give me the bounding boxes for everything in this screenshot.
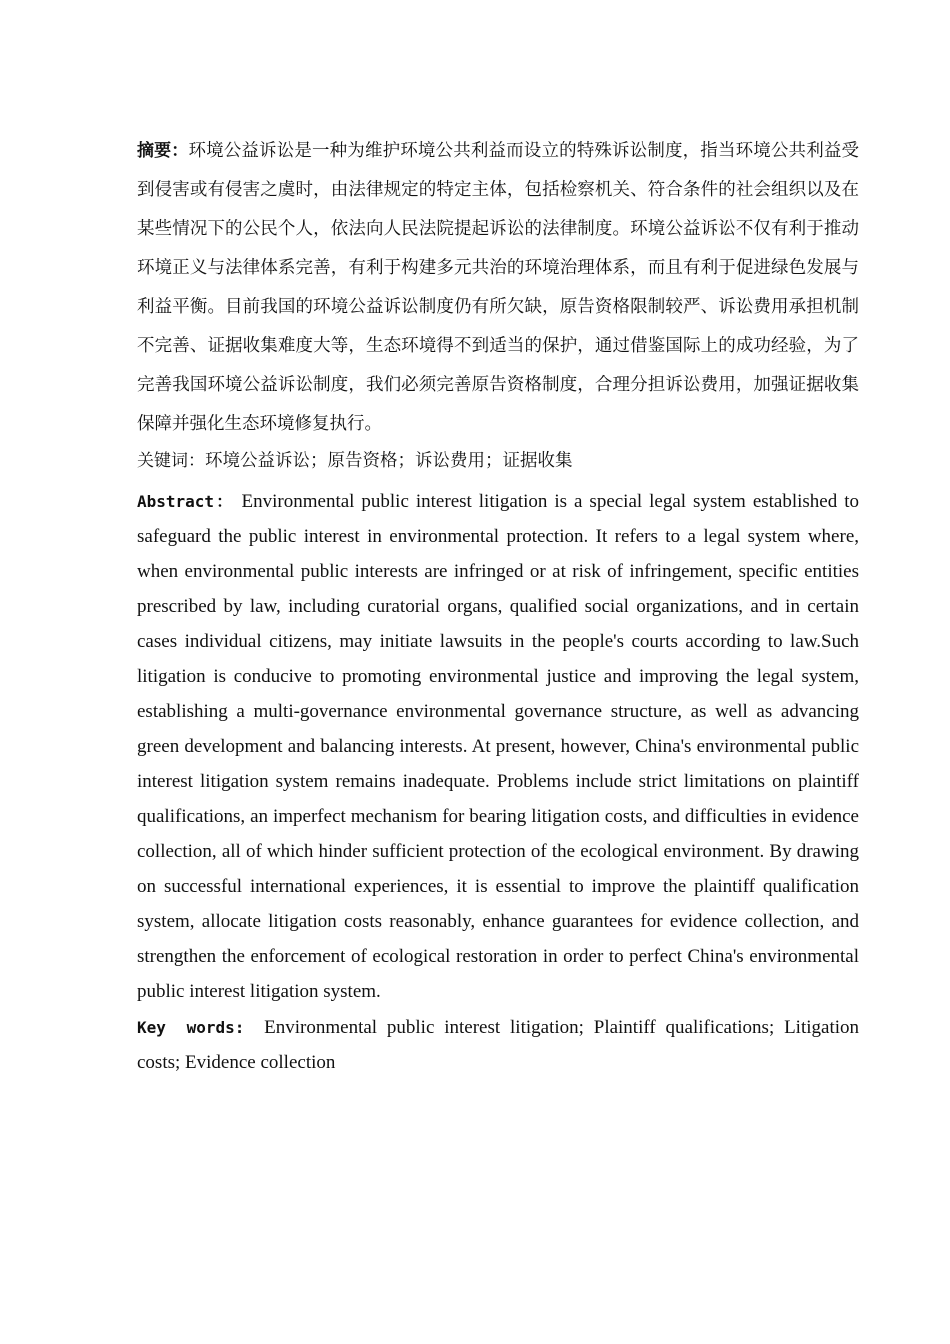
chinese-keywords-label: 关键词： [137, 451, 205, 471]
chinese-abstract-label: 摘要： [137, 141, 189, 161]
chinese-abstract-text: 环境公益诉讼是一种为维护环境公共利益而设立的特殊诉讼制度，指当环境公共利益受到侵害或有侵害之虞时，由法律规定的特定主体，包括检察机关、符合条件的社会组织以及在某些情况下的公民个人，依法向人民法院提起诉讼的法律制度。环境公益诉讼不仅有利于推动环境正义与法律体系完善，有利于构建多元共治的环境治理体系，而且有利于促进绿色发展与利益平衡。目前我国的环境公益诉讼制度仍有所欠缺，原告资格限制较严、诉讼费用承担机制不完善、证据收集难度大等，生态环境得不到适当的保护，通过借鉴国际上的成功经验，为了完善我国环境公益诉讼制度，我们必须完善原告资格制度，合理分担诉讼费用，加强证据收集保障并强化生态环境修复执行。 [137, 141, 860, 434]
chinese-keywords-text: 环境公益诉讼；原告资格；诉讼费用；证据收集 [205, 451, 573, 471]
english-keywords-label: Key words: [137, 1018, 245, 1037]
english-abstract-text: Environmental public interest litigation is a special legal system established to safeguard the public interest in environmental protection. It refers to a legal system where, when environmental public interests are infringed or at risk of infringement, specific entities prescribed by law, including curatorial organs, qualified social organizations, and in certain cases individual citizens, may initiate lawsuits in the people's courts according to law.Such litigation is conducive to promoting environmental justice and improving the legal system, establishing a multi-governance environmental governance structure, as well as advancing green development and balancing interests. At present, however, China's environmental public interest litigation system remains inadequate. Problems include strict limitations on plaintiff qualifications, an imperfect mechanism for bearing litigation costs, and difficulties in evidence collection, all of which hinder sufficient protection of the ecological environment. By drawing on successful international experiences, it is essential to improve the plaintiff qualification system, allocate litigation costs reasonably, enhance guarantees for evidence collection, and strengthen the enforcement of ecological restoration in order to perfect China's environmental public interest litigation system. [137, 491, 859, 1002]
english-abstract-label: Abstract： [137, 492, 235, 511]
chinese-abstract-paragraph [137, 132, 859, 444]
english-keywords-text: Environmental public interest litigation; Plaintiff qualifications; Litigation costs; Evidence collection [137, 1017, 860, 1073]
english-abstract-paragraph [137, 484, 859, 1009]
english-keywords-paragraph [137, 1010, 859, 1080]
chinese-keywords-paragraph [137, 446, 859, 476]
abstract-section [137, 132, 859, 1080]
